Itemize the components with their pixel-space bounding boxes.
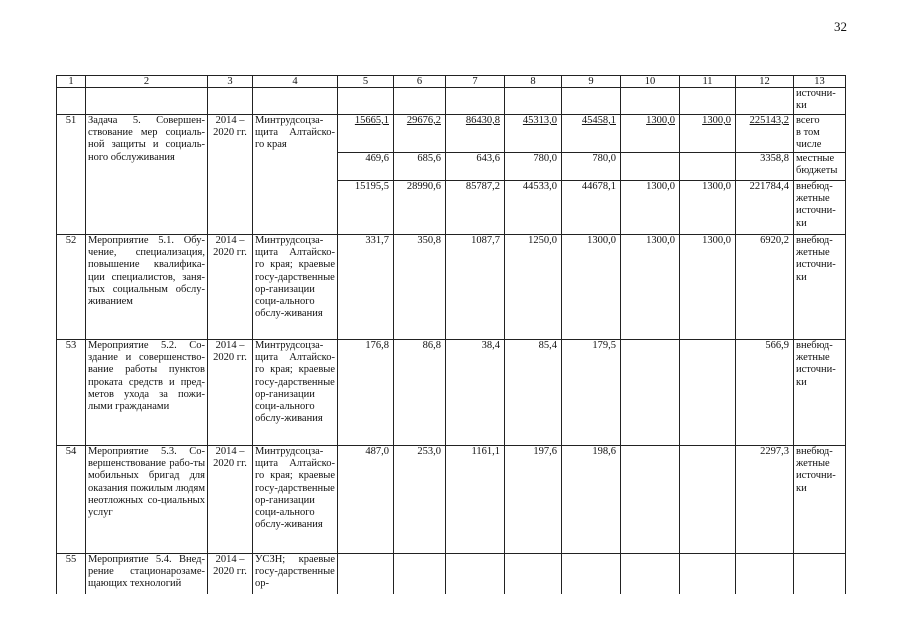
row-number: 53 — [57, 340, 86, 446]
value-cell: 780,0 — [562, 153, 621, 181]
value-cell: 221784,4 — [736, 181, 794, 235]
value-cell: 780,0 — [505, 153, 562, 181]
page-number: 32 — [834, 19, 847, 34]
value-cell: 29676,2 — [394, 115, 446, 153]
task-description: Задача 5. Совершен-ствование мер социаль-ной защиты и социаль-ного обслуживания — [86, 115, 208, 235]
column-header: 8 — [505, 76, 562, 88]
value-cell: 15665,1 — [338, 115, 394, 153]
executor: Минтрудсоцза-щита Алтайско-го края — [253, 115, 338, 235]
value-cell: 350,8 — [394, 235, 446, 340]
value-cell: 3358,8 — [736, 153, 794, 181]
row-number: 52 — [57, 235, 86, 340]
funding-source: внебюд-жетные источни-ки — [794, 446, 846, 554]
value-cell: 176,8 — [338, 340, 394, 446]
value-cell: 1300,0 — [680, 181, 736, 235]
value-cell: 331,7 — [338, 235, 394, 340]
task-description: Мероприятие 5.4. Внед-рение стационарозаме-щающих технологий — [86, 554, 208, 594]
column-header: 5 — [338, 76, 394, 88]
task-description: Мероприятие 5.1. Обу-чение, специализация, повышение квалифика-ции специалистов, заня-тых социальным обслу-живанием — [86, 235, 208, 340]
executor: Минтрудсоцза-щита Алтайско-го края; краевые госу-дарственные ор-ганизации соци-ального обслу-живания — [253, 340, 338, 446]
value-cell: 6920,2 — [736, 235, 794, 340]
years: 2014 – 2020 гг. — [208, 554, 253, 594]
column-header: 4 — [253, 76, 338, 88]
value-cell: 85787,2 — [446, 181, 505, 235]
value-cell: 1300,0 — [680, 235, 736, 340]
years: 2014 – 2020 гг. — [208, 340, 253, 446]
funding-source: внебюд-жетные источни-ки — [794, 181, 846, 235]
value-cell: 1300,0 — [621, 235, 680, 340]
budget-table — [56, 75, 846, 594]
task-description: Мероприятие 5.3. Со-вершенствование рабо-ты мобильных бригад для оказания пожилым людям неотложных со-циальных услуг — [86, 446, 208, 554]
value-cell: 566,9 — [736, 340, 794, 446]
value-cell — [680, 153, 736, 181]
value-cell: 45313,0 — [505, 115, 562, 153]
years: 2014 – 2020 гг. — [208, 115, 253, 235]
years: 2014 – 2020 гг. — [208, 446, 253, 554]
value-cell: 487,0 — [338, 446, 394, 554]
column-header: 9 — [562, 76, 621, 88]
value-cell: 86,8 — [394, 340, 446, 446]
executor: Минтрудсоцза-щита Алтайско-го края; краевые госу-дарственные ор-ганизации соци-ального обслу-живания — [253, 235, 338, 340]
funding-source: внебюд-жетные источни-ки — [794, 235, 846, 340]
column-header: 6 — [394, 76, 446, 88]
table-row — [57, 88, 846, 115]
column-header: 11 — [680, 76, 736, 88]
value-cell: 179,5 — [562, 340, 621, 446]
header-row — [57, 76, 846, 88]
value-cell: 1300,0 — [621, 181, 680, 235]
table-row — [57, 554, 846, 594]
value-cell: 1161,1 — [446, 446, 505, 554]
value-cell: 44678,1 — [562, 181, 621, 235]
value-cell: 15195,5 — [338, 181, 394, 235]
value-cell — [621, 340, 680, 446]
funding-source: местные бюджеты — [794, 153, 846, 181]
value-cell: 1300,0 — [621, 115, 680, 153]
column-header: 1 — [57, 76, 86, 88]
row-number: 54 — [57, 446, 86, 554]
executor: УСЗН; краевые госу-дарственные ор- — [253, 554, 338, 594]
value-cell: 85,4 — [505, 340, 562, 446]
column-header: 2 — [86, 76, 208, 88]
funding-source: всего — [796, 115, 820, 126]
table-row — [57, 115, 846, 153]
value-cell — [621, 446, 680, 554]
value-cell: 643,6 — [446, 153, 505, 181]
value-cell: 28990,6 — [394, 181, 446, 235]
executor: Минтрудсоцза-щита Алтайско-го края; краевые госу-дарственные ор-ганизации соци-ального обслу-живания — [253, 446, 338, 554]
value-cell: 197,6 — [505, 446, 562, 554]
value-cell: 1300,0 — [562, 235, 621, 340]
value-cell — [621, 153, 680, 181]
value-cell: 198,6 — [562, 446, 621, 554]
value-cell: 2297,3 — [736, 446, 794, 554]
column-header: 7 — [446, 76, 505, 88]
value-cell: 44533,0 — [505, 181, 562, 235]
value-cell: 1300,0 — [680, 115, 736, 153]
table-row — [57, 235, 846, 340]
funding-source: внебюд-жетные источни-ки — [794, 340, 846, 446]
value-cell: 253,0 — [394, 446, 446, 554]
value-cell: 225143,2 — [736, 115, 794, 153]
task-description: Мероприятие 5.2. Со-здание и совершенство-вание работы пунктов проката средств и пред-метов ухода за пожи-лыми гражданами — [86, 340, 208, 446]
table-row — [57, 446, 846, 554]
table-row — [57, 340, 846, 446]
row-number: 51 — [57, 115, 86, 235]
funding-source: источни-ки — [794, 88, 846, 115]
value-cell — [680, 340, 736, 446]
value-cell — [680, 446, 736, 554]
value-cell: 469,6 — [338, 153, 394, 181]
years: 2014 – 2020 гг. — [208, 235, 253, 340]
column-header: 3 — [208, 76, 253, 88]
value-cell: 45458,1 — [562, 115, 621, 153]
value-cell: 1250,0 — [505, 235, 562, 340]
column-header: 10 — [621, 76, 680, 88]
column-header: 12 — [736, 76, 794, 88]
value-cell: 38,4 — [446, 340, 505, 446]
funding-source: в том числе — [796, 127, 822, 151]
row-number: 55 — [57, 554, 86, 594]
value-cell: 1087,7 — [446, 235, 505, 340]
value-cell: 86430,8 — [446, 115, 505, 153]
value-cell: 685,6 — [394, 153, 446, 181]
column-header: 13 — [794, 76, 846, 88]
